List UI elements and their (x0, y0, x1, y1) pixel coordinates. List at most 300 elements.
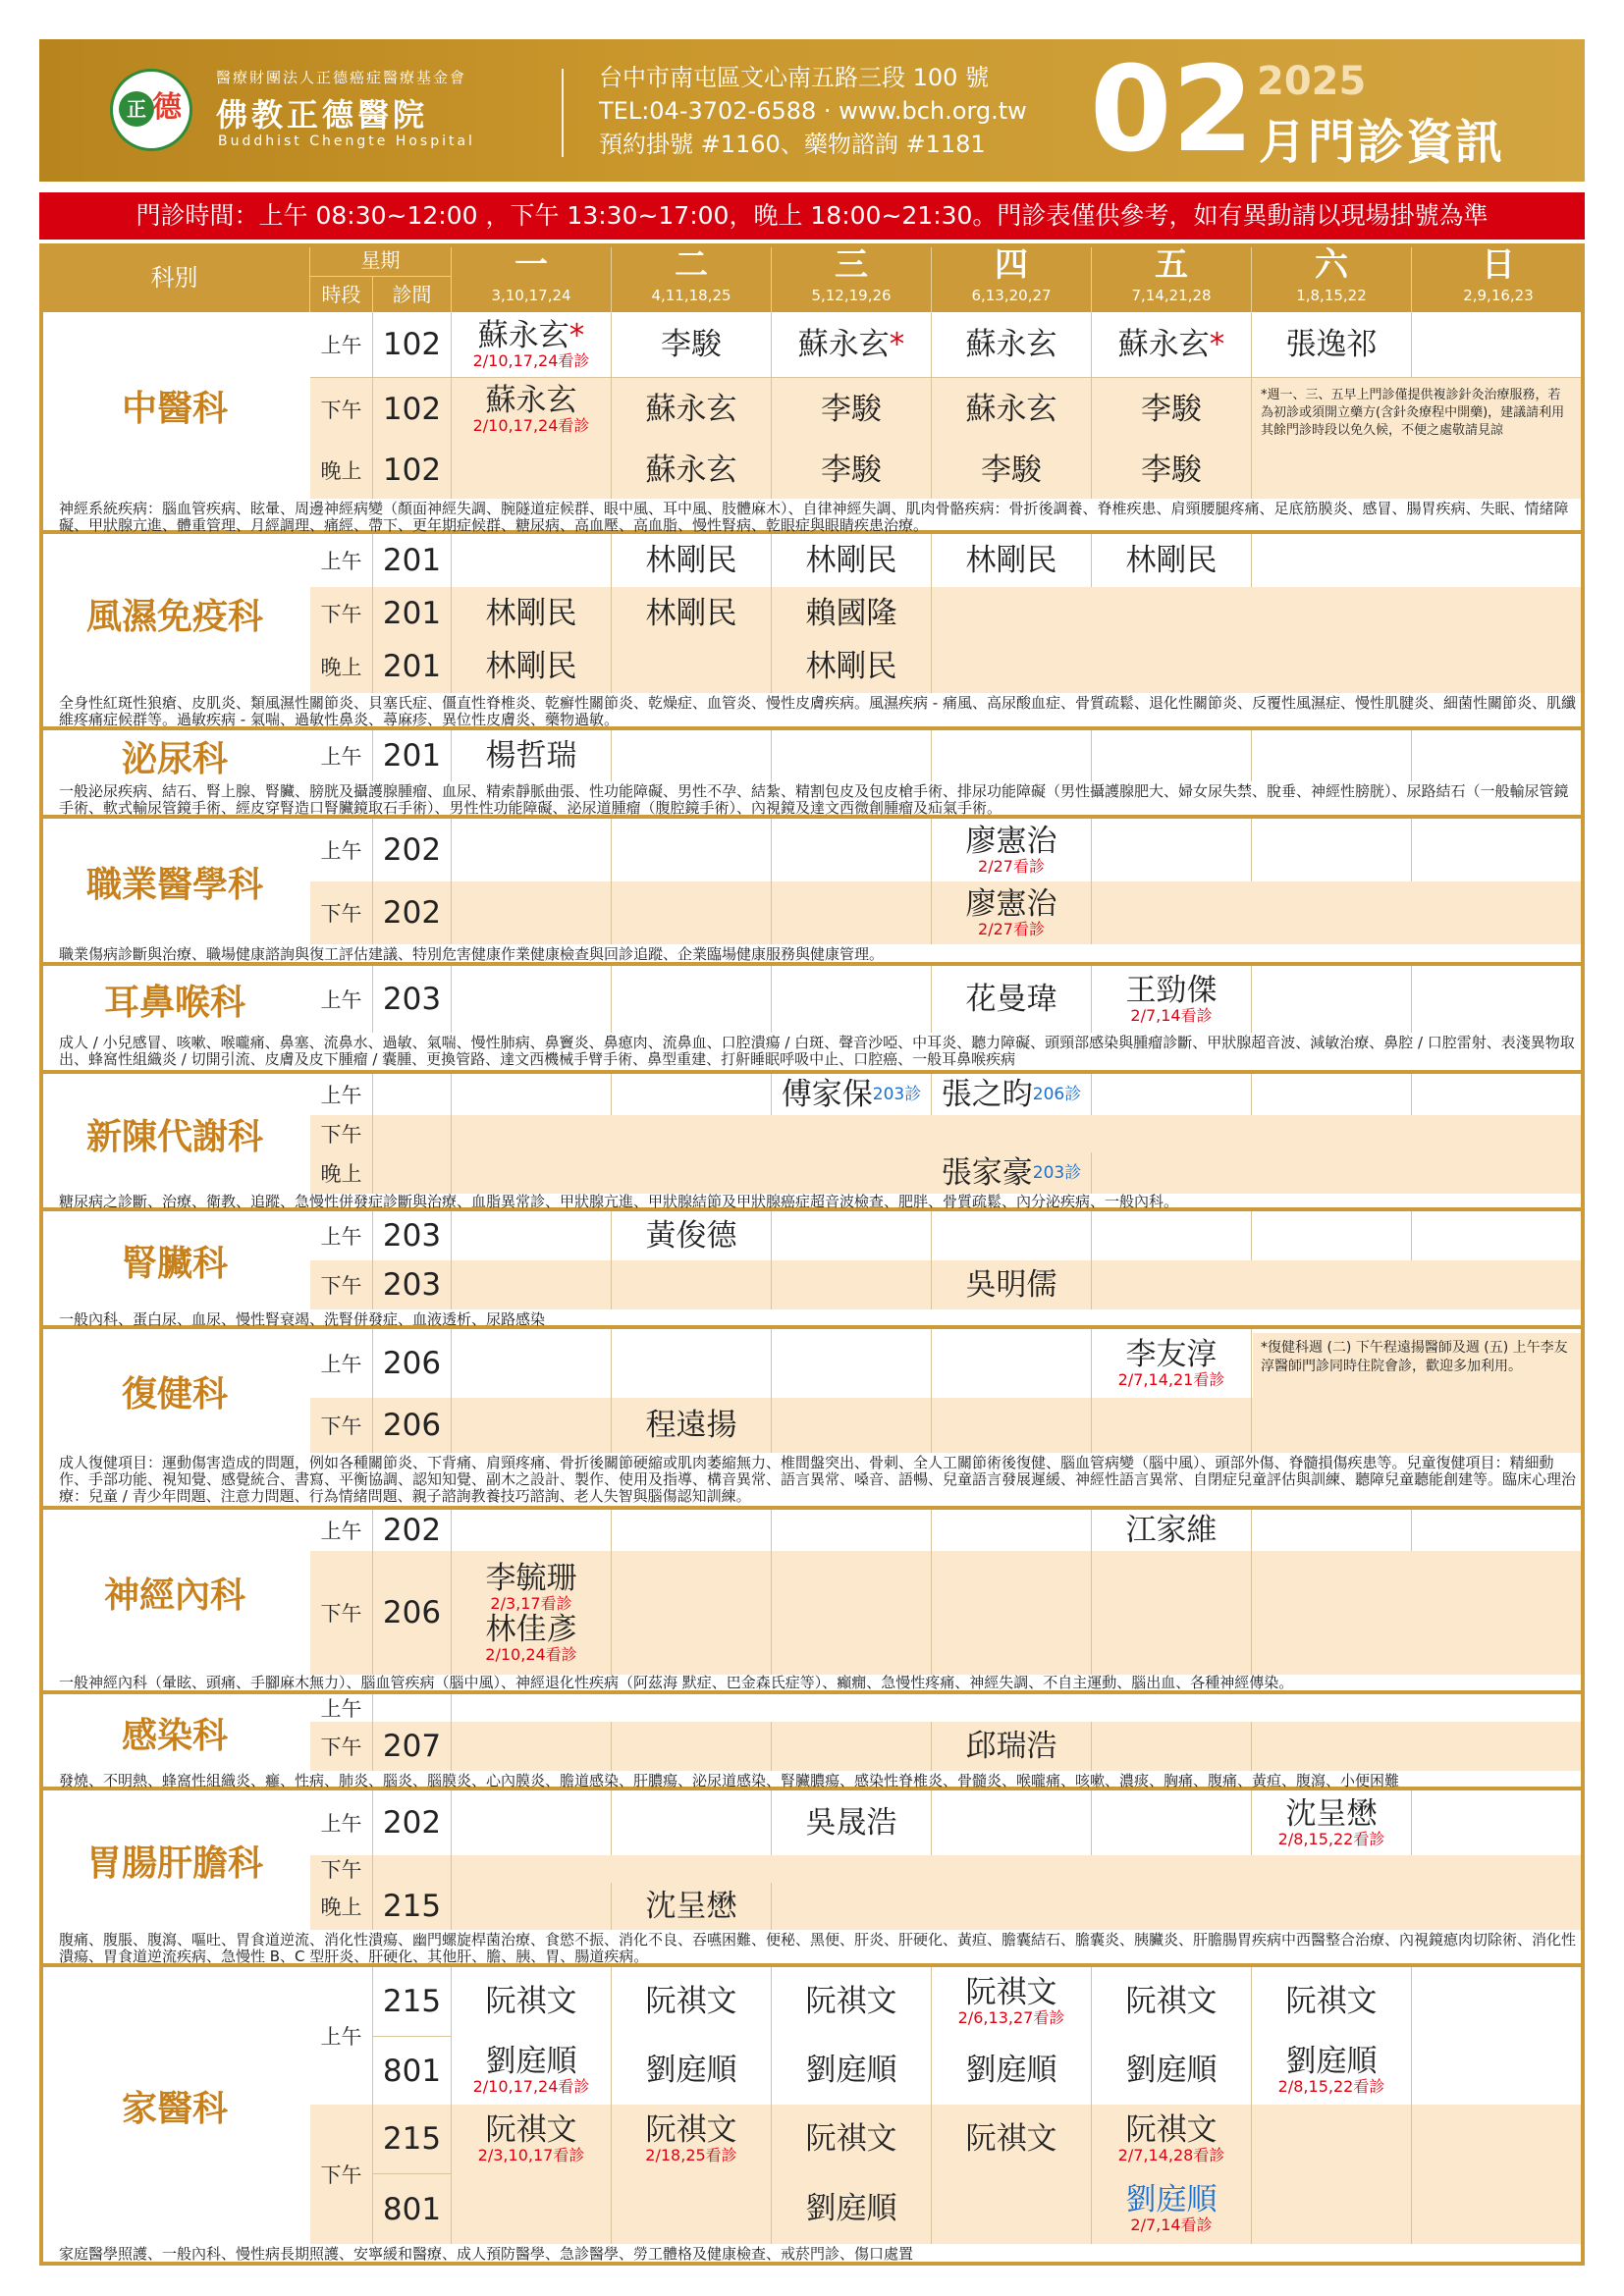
dept-description: 一般內科、蛋白尿、血尿、慢性腎衰竭、洗腎併發症、血液透析、尿路感染 (59, 1310, 546, 1328)
slot-mon-b[interactable] (452, 2036, 612, 2105)
doctor-name: 阮祺文 (485, 1984, 577, 2019)
slot-thu[interactable] (932, 1074, 1092, 1115)
room-number (373, 1074, 452, 1115)
slot-tue (612, 966, 772, 1033)
doctor-name: 蘇永玄 (965, 392, 1057, 427)
slot-mon[interactable] (452, 377, 612, 442)
slot-fri (1092, 1722, 1252, 1771)
dept-inf (39, 1694, 1585, 1790)
period-label: 下午 (310, 1115, 373, 1152)
slot-fri[interactable] (1092, 1329, 1252, 1398)
dept-occ (39, 819, 1585, 966)
logo-mark-1: 正 (119, 91, 154, 127)
room-tag: 206診 (1032, 1085, 1082, 1104)
slot-wed (772, 1211, 932, 1260)
day-dates: 4,11,18,25 (651, 287, 731, 304)
slot-wed-a[interactable] (772, 1967, 932, 2036)
slot-fri (1092, 1074, 1252, 1115)
slot-tue (612, 730, 772, 781)
slot-sat-b[interactable] (1252, 2036, 1412, 2105)
slot-fri (1092, 819, 1252, 881)
dept-name: 胃腸肝膽科 (85, 1842, 263, 1884)
dept-fam (39, 1967, 1585, 2266)
slot-wed-b[interactable] (772, 2036, 932, 2105)
slot-thu (932, 1790, 1092, 1855)
period-label: 上午 (310, 730, 373, 781)
slot-thu (932, 1398, 1092, 1453)
slot-wed (772, 1510, 932, 1551)
slot-thu (932, 1329, 1092, 1398)
room-number: 202 (373, 1510, 452, 1551)
room-number (373, 1694, 452, 1722)
hospital-logo (110, 69, 192, 151)
date-note: 2/8,15,22看診 (1277, 1830, 1385, 1848)
slot-sun (1412, 312, 1585, 377)
dept-name: 風濕免疫科 (85, 596, 263, 637)
slot-wed[interactable] (772, 640, 932, 693)
day-dates: 6,13,20,27 (971, 287, 1052, 304)
dept-name: 耳鼻喉科 (103, 982, 245, 1023)
slot-tue-b[interactable] (612, 2036, 772, 2105)
slot-mon (452, 881, 612, 944)
weekday-header: 星期 (310, 243, 452, 277)
dept-description: 成人復健項目：運動傷害造成的問題，例如各種關節炎、下背痛、肩頸疼痛、骨折後關節硬縮或肌肉萎縮無力、椎間盤突出、骨刺、全人工關節術後復健、腦血管病變（腦中風）、頭部外傷、脊髓損傷疾患等。兒童復健項目：精細動作、手部功能、視知覺、感覺統合、書寫、平衡協調、認知知覺、副木之設計、製作、使用及指導、構音異常、語言異常、嗓音、語暢、兒童語言發展遲緩、神經性語言異常、自閉症兒童評估與訓練、聽障兒童聽能創建等。臨床心理治療：兒童 / 青少年問題、注意力問題、行為情緒問題、親子諮詢教養技巧諮詢、老人失智與腦傷認知訓練。 (59, 1454, 1577, 1505)
slot-mon[interactable] (452, 312, 612, 377)
slot-mon (452, 1790, 612, 1855)
slot-sat-b (1252, 2173, 1412, 2244)
slot-mon (452, 534, 612, 587)
slot-fri-a[interactable] (1092, 1967, 1252, 2036)
period-label: 上午 (310, 966, 373, 1033)
slot-fri[interactable] (1092, 966, 1252, 1033)
slot-mon (452, 1074, 612, 1115)
slot-tue (612, 881, 772, 944)
row-pm (310, 587, 1585, 640)
slot-sat (1252, 1510, 1412, 1551)
doctor-name: 劉庭順 (1125, 2182, 1218, 2217)
day-label: 五 (1155, 245, 1188, 285)
slot-sat-a[interactable] (1252, 1967, 1412, 2036)
slot-mon-a[interactable] (452, 2105, 612, 2173)
room-header: 診間 (373, 277, 452, 312)
slot-fri (1092, 1551, 1252, 1675)
slot-tue[interactable] (612, 534, 772, 587)
slot-wed (772, 1722, 932, 1771)
slot-wed (772, 1329, 932, 1398)
slot-tue (612, 1790, 772, 1855)
row-pm (310, 881, 1585, 944)
row-am (310, 1790, 1585, 1855)
slot-tue[interactable] (612, 587, 772, 640)
slot-mon (452, 966, 612, 1033)
date-note: 2/7,14,21看診 (1117, 1370, 1225, 1389)
day-dates: 1,8,15,22 (1296, 287, 1367, 304)
dept-name: 泌尿科 (121, 738, 228, 779)
room-number: 201 (373, 730, 452, 781)
dept-name: 腎臟科 (121, 1243, 228, 1284)
slot-mon[interactable] (452, 1551, 612, 1675)
room-number: 206 (373, 1551, 452, 1675)
date-note: 2/10,24看診 (485, 1645, 577, 1664)
slot-fri-b[interactable] (1092, 2036, 1252, 2105)
doctor-name: 阮祺文 (485, 2112, 577, 2148)
period-label: 上午 (310, 1967, 373, 2105)
period-label: 下午 (310, 587, 373, 640)
doctor-name: 邱瑞浩 (965, 1729, 1057, 1764)
doctor-name: 李駿 (661, 327, 722, 362)
slot-mon (452, 1329, 612, 1398)
doctor-name: 李駿 (1141, 453, 1202, 488)
day-label: 六 (1315, 245, 1348, 285)
slot-mon (452, 1722, 612, 1771)
doctor-name: 廖憲治 (965, 886, 1057, 922)
dept-description: 神經系統疾病：腦血管疾病、眩暈、周邊神經病變（顏面神經失調、腕隧道症候群、眼中風、耳中風、肢體麻木）、自律神經失調、肌肉骨骼疾病：骨折後調養、脊椎疾患、肩頸腰腿疼痛、足底筋膜炎、感冒、腸胃疾病、失眠、情緒障礙、甲狀腺亢進、體重管理、月經調理、痛經、帶下、更年期症候群、糖尿病、高血壓、高血脂、慢性腎病、乾眼症與眼睛疾患治療。 (59, 500, 1569, 534)
slot-tue[interactable] (612, 1398, 772, 1453)
doctor-name: 張之昀 (941, 1077, 1033, 1112)
room-number: 215 (373, 1967, 452, 2036)
period-label: 上午 (310, 312, 373, 377)
dept-description: 家庭醫學照護、一般內科、慢性病長期照護、安寧緩和醫療、成人預防醫學、急診醫學、勞工體格及健康檢查、戒菸門診、傷口處置 (59, 2245, 914, 2263)
year: 2025 (1257, 59, 1367, 104)
slot-tue (612, 819, 772, 881)
room-number: 801 (373, 2036, 452, 2105)
slot-wed[interactable] (772, 312, 932, 377)
doctor-name: 李毓珊 (485, 1561, 577, 1596)
slot-wed (772, 819, 932, 881)
dept-description: 一般神經內科（暈眩、頭痛、手腳麻木無力）、腦血管疾病（腦中風）、神經退化性疾病（阿茲海 默症、巴金森氏症等）、癲癇、急慢性疼痛、神經失調、不自主運動、腦出血、各種神經傳染。 (59, 1674, 1294, 1691)
date-note: 2/8,15,22看診 (1277, 2077, 1385, 2096)
period-label: 下午 (310, 881, 373, 944)
slot-mon[interactable] (452, 640, 612, 693)
room-number: 102 (373, 312, 452, 377)
doctor-name: 吳晟浩 (805, 1805, 897, 1841)
row-pm (310, 2105, 1585, 2244)
room-number: 102 (373, 442, 452, 499)
doctor-name: 林剛民 (645, 596, 737, 631)
doctor-name: 劉庭順 (1125, 2053, 1218, 2088)
doctor-name: 沈呈懋 (1285, 1796, 1378, 1832)
slot-tue[interactable] (612, 312, 772, 377)
room-number (373, 1115, 452, 1152)
hospital-name-en: Buddhist Chengte Hospital (218, 133, 475, 149)
day-header-thu (932, 243, 1092, 312)
doctor-name: 花曼瑋 (965, 982, 1057, 1017)
doctor-name: 阮祺文 (965, 2121, 1057, 2157)
tcm-note: *週一、三、五早上門診僅提供複診針灸治療服務，若為初診或須開立藥方(含針灸療程中開藥)，建議請利用其餘門診時段以免久候，不便之處敬請見諒 (1253, 381, 1581, 497)
slot-tue-a[interactable] (612, 1967, 772, 2036)
slot-sat[interactable] (1252, 312, 1412, 377)
slot-mon (452, 1510, 612, 1551)
slot-mon-a[interactable] (452, 1967, 612, 2036)
doctor-name: 廖憲治 (965, 824, 1057, 859)
dept-description: 發燒、不明熱、蜂窩性組織炎、癰、性病、肺炎、腦炎、腦膜炎、心內膜炎、膽道感染、肝膿瘍、泌尿道感染、腎臟膿瘍、感染性脊椎炎、骨髓炎、喉嚨痛、咳嗽、濃痰、胸痛、腹痛、黃疸、腹瀉、小便困難 (59, 1772, 1400, 1789)
room-number: 215 (373, 2105, 452, 2173)
dept-rheum (39, 534, 1585, 730)
doctor-name: 李駿 (821, 392, 882, 427)
doctor-name: 劉庭順 (805, 2191, 897, 2226)
row-am (310, 1694, 1585, 1722)
table-header (39, 243, 1585, 312)
slot-thu[interactable] (932, 377, 1092, 442)
slot-mon (452, 442, 612, 499)
date-note: 2/7,14,28看診 (1117, 2146, 1225, 2164)
dept-gi (39, 1790, 1585, 1967)
slot-tue[interactable] (612, 442, 772, 499)
logo-mark-2: 德 (152, 90, 182, 125)
period-label: 晚上 (310, 1883, 373, 1930)
slot-fri[interactable] (1092, 377, 1252, 442)
room-number: 203 (373, 1260, 452, 1309)
slot-thu[interactable] (932, 534, 1092, 587)
slot-wed (772, 881, 932, 944)
row-am (310, 1211, 1585, 1260)
period-label: 下午 (310, 1551, 373, 1675)
slot-tue (612, 1260, 772, 1309)
doctor-name: 王勁傑 (1125, 973, 1218, 1008)
doctor-name: 楊哲瑞 (485, 738, 577, 774)
row-pm (310, 1260, 1585, 1309)
doctor-name: 蘇永玄 (645, 392, 737, 427)
doctor-name: 賴國隆 (805, 596, 897, 631)
doctor-name: 李駿 (821, 453, 882, 488)
slot-wed (772, 966, 932, 1033)
slot-mon[interactable] (452, 587, 612, 640)
slot-tue[interactable] (612, 377, 772, 442)
doctor-name: 蘇永玄 (965, 327, 1057, 362)
slot-wed[interactable] (772, 377, 932, 442)
day-header-sat (1252, 243, 1412, 312)
slot-thu[interactable] (932, 966, 1092, 1033)
slot-thu (932, 1510, 1092, 1551)
date-note: 2/10,17,24看診 (472, 416, 590, 435)
doctor-name: 林佳彥 (485, 1612, 577, 1647)
slot-sat[interactable] (1252, 1790, 1412, 1855)
slot-thu[interactable] (932, 1722, 1092, 1771)
dept-description: 職業傷病診斷與治療、職場健康諮詢與復工評估建議、特別危害健康作業健康檢查與回診追蹤、企業臨場健康服務與健康管理。 (59, 945, 885, 963)
doctor-name: 阮祺文 (1125, 2112, 1218, 2148)
doctor-name: 張家豪 (941, 1155, 1033, 1191)
tel-web: TEL:04-3702-6588 · www.bch.org.tw (599, 97, 1027, 125)
slot-tue[interactable] (612, 1883, 772, 1930)
dept-name: 神經內科 (103, 1575, 245, 1616)
slot-tue (612, 1722, 772, 1771)
row-pm (310, 1551, 1585, 1675)
doctor-name: 黃俊德 (645, 1218, 737, 1254)
room-number: 201 (373, 534, 452, 587)
date-note: 2/18,25看診 (645, 2146, 737, 2164)
row-am (310, 1074, 1585, 1115)
doctor-name: 程遠揚 (645, 1408, 737, 1443)
slot-fri-a[interactable] (1092, 2105, 1252, 2173)
slot-fri[interactable] (1092, 312, 1252, 377)
slot-fri[interactable] (1092, 534, 1252, 587)
date-note: 2/6,13,27看診 (957, 2008, 1065, 2027)
month-number: 02 (1090, 42, 1254, 179)
day-label: 二 (675, 245, 708, 285)
contact-block (599, 61, 1027, 161)
slot-thu[interactable] (932, 442, 1092, 499)
room-number: 202 (373, 819, 452, 881)
slot-thu-a[interactable] (932, 2105, 1092, 2173)
slot-wed[interactable] (772, 1074, 932, 1115)
doctor-name: 林剛民 (805, 543, 897, 578)
row-eve (310, 1152, 1585, 1194)
slot-mon (452, 819, 612, 881)
slot-mon (452, 1211, 612, 1260)
slot-thu[interactable] (932, 312, 1092, 377)
period-label: 上午 (310, 1510, 373, 1551)
day-header-mon (452, 243, 612, 312)
doctor-name: 阮祺文 (965, 1975, 1057, 2010)
doctor-name: 李駿 (981, 453, 1042, 488)
slot-fri (1092, 1790, 1252, 1855)
period-label: 下午 (310, 377, 373, 442)
dept-description: 腹痛、腹脹、腹瀉、嘔吐、胃食道逆流、消化性潰瘍、幽門螺旋桿菌治療、食慾不振、消化不良、吞嚥困難、便秘、黑便、肝炎、肝硬化、黃疸、膽囊結石、膽囊炎、胰臟炎、肝膽腸胃疾病中西醫整合治療、內視鏡瘜肉切除術、消化性潰瘍、胃食道逆流疾病、急慢性 B、C 型肝炎、肝硬化、其他肝、膽、胰、胃、腸道疾病。 (59, 1931, 1577, 1965)
doctor-name: 阮祺文 (645, 2112, 737, 2148)
asterisk-mark: * (568, 318, 585, 353)
day-dates: 3,10,17,24 (491, 287, 571, 304)
period-label: 下午 (310, 1398, 373, 1453)
header-banner (39, 39, 1585, 182)
slot-sat (1252, 966, 1412, 1033)
slot-tue-b (612, 2173, 772, 2244)
slot-thu-b (932, 2173, 1092, 2244)
slot-tue (612, 1551, 772, 1675)
day-header-wed (772, 243, 932, 312)
slot-sat-a (1252, 2105, 1412, 2173)
dept-neuro (39, 1510, 1585, 1694)
doctor-name: 蘇永玄 (645, 453, 737, 488)
slot-mon[interactable] (452, 730, 612, 781)
slot-tue (612, 1329, 772, 1398)
row-pm (310, 1115, 1585, 1152)
period-label: 上午 (310, 1329, 373, 1398)
room-tag: 203診 (872, 1085, 922, 1104)
period-label: 下午 (310, 1722, 373, 1771)
slot-wed[interactable] (772, 587, 932, 640)
doctor-name: 阮祺文 (1125, 1984, 1218, 2019)
room-tag: 203診 (1032, 1163, 1082, 1183)
slot-mon (452, 1260, 612, 1309)
doctor-name: 李駿 (1141, 392, 1202, 427)
slot-fri (1092, 1398, 1252, 1453)
day-dates: 7,14,21,28 (1131, 287, 1212, 304)
slot-wed[interactable] (772, 534, 932, 587)
slot-thu[interactable] (932, 1260, 1092, 1309)
row-pm (310, 1722, 1585, 1771)
doctor-name: 劉庭順 (805, 2053, 897, 2088)
dept-col-header: 科別 (39, 243, 310, 312)
slot-thu[interactable] (932, 819, 1092, 881)
day-dates: 2,9,16,23 (1463, 287, 1534, 304)
row-am (310, 534, 1585, 587)
slot-thu-b[interactable] (932, 2036, 1092, 2105)
doctor-name: 江家維 (1125, 1513, 1218, 1548)
doctor-name: 林剛民 (805, 649, 897, 684)
day-label: 四 (995, 245, 1028, 285)
doctor-name: 吳明儒 (965, 1267, 1057, 1303)
slot-sat (1252, 819, 1412, 881)
row-am (310, 1967, 1585, 2105)
period-label: 下午 (310, 1855, 373, 1883)
doctor-name: 蘇永玄* (477, 318, 585, 353)
doctor-name: 林剛民 (1125, 543, 1218, 578)
doctor-name: 阮祺文 (805, 1984, 897, 2019)
dept-ent (39, 966, 1585, 1074)
room-number: 102 (373, 377, 452, 442)
dept-name: 中醫科 (121, 388, 228, 429)
slot-fri-b[interactable] (1092, 2173, 1252, 2244)
date-note: 2/7,14看診 (1130, 2216, 1213, 2234)
doctor-name: 李友淳 (1125, 1337, 1218, 1372)
slot-thu[interactable] (932, 881, 1092, 944)
room-number: 206 (373, 1398, 452, 1453)
dept-name: 家醫科 (121, 2088, 228, 2129)
doctor-name: 林剛民 (965, 543, 1057, 578)
period-label: 上午 (310, 819, 373, 881)
room-number: 207 (373, 1722, 452, 1771)
slot-wed[interactable] (772, 442, 932, 499)
dept-name: 復健科 (121, 1373, 228, 1415)
doctor-name: 蘇永玄 (485, 383, 577, 418)
slot-wed-a[interactable] (772, 2105, 932, 2173)
doctor-name: 林剛民 (485, 596, 577, 631)
period-label: 上午 (310, 1694, 373, 1722)
period-label: 上午 (310, 534, 373, 587)
slot-tue[interactable] (612, 1211, 772, 1260)
slot-thu-a[interactable] (932, 1967, 1092, 2036)
period-label: 上午 (310, 1790, 373, 1855)
row-am (310, 730, 1585, 781)
doctor-name: 阮祺文 (805, 2121, 897, 2157)
slot-mon-b (452, 2173, 612, 2244)
doctor-name: 林剛民 (485, 649, 577, 684)
doctor-name: 阮祺文 (1285, 1984, 1378, 2019)
slot-thu[interactable] (932, 1152, 1092, 1194)
slot-wed[interactable] (772, 1790, 932, 1855)
slot-tue (612, 640, 772, 693)
period-label: 下午 (310, 1260, 373, 1309)
room-number (373, 1855, 452, 1883)
slot-thu (932, 1551, 1092, 1675)
slot-thu (932, 730, 1092, 781)
doctor-name: 沈呈懋 (645, 1889, 737, 1924)
dept-description: 成人 / 小兒感冒、咳嗽、喉嚨痛、鼻塞、流鼻水、過敏、氣喘、慢性肺病、鼻竇炎、鼻瘜肉、流鼻血、口腔潰瘍 / 白斑、聲音沙啞、中耳炎、聽力障礙、頭頸部感染與腫瘤診斷、甲狀腺超音波、減敏治療、鼻腔 / 口腔雷射、表淺異物取出、蜂窩性組織炎 / 切開引流、皮膚及皮下腫瘤 / 囊腫、更換管路、達文西機械手臂手術、鼻型重建、打鼾睡眠呼吸中止、口腔癌、一般耳鼻喉疾病 (59, 1034, 1575, 1068)
row-am (310, 819, 1585, 881)
dept-description: 糖尿病之診斷、治療、衛教、追蹤、急慢性併發症診斷與治療、血脂異常診、甲狀腺亢進、甲狀腺結節及甲狀腺癌症超音波檢查、肥胖、骨質疏鬆、內分泌疾病、一般內科。 (59, 1193, 1179, 1210)
day-header-sun (1412, 243, 1585, 312)
slot-wed-b[interactable] (772, 2173, 932, 2244)
row-am (310, 1510, 1585, 1551)
dept-neph (39, 1211, 1585, 1329)
day-label: 一 (514, 245, 548, 285)
room-number (373, 1152, 452, 1194)
header-divider (562, 69, 564, 157)
date-note: 2/27看診 (978, 920, 1045, 938)
dept-name: 新陳代謝科 (85, 1116, 263, 1157)
room-number: 201 (373, 640, 452, 693)
doctor-name: 劉庭順 (1285, 2044, 1378, 2079)
slot-wed (772, 1398, 932, 1453)
date-note: 2/7,14看診 (1130, 1006, 1213, 1025)
slot-fri[interactable] (1092, 442, 1252, 499)
period-label: 下午 (310, 2105, 373, 2244)
row-am (310, 966, 1585, 1033)
slot-tue-a[interactable] (612, 2105, 772, 2173)
slot-fri[interactable] (1092, 1510, 1252, 1551)
doctor-name: 張逸祁 (1285, 327, 1378, 362)
dept-name: 職業醫學科 (85, 864, 263, 905)
